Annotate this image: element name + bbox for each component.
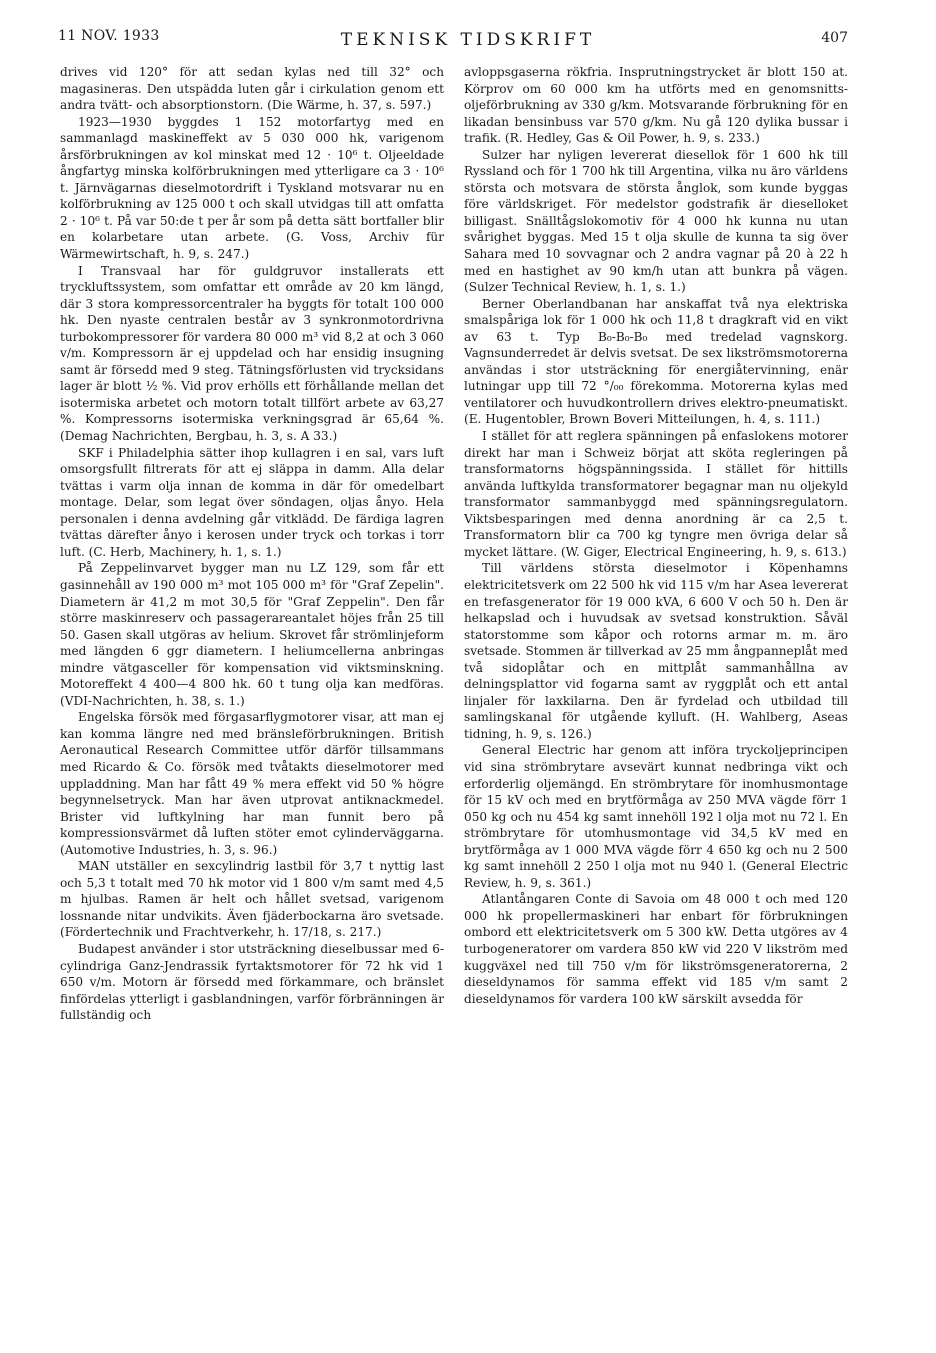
paragraph: SKF i Philadelphia sätter ihop kullagren i en sal, vars luft omsorgsfullt filtrerats för att ej släppa in damm. Alla delar tvättas i varm olja innan de komma in där för omedelbart montage. Delar, som legat över söndagen, oljas ånyo. Hela personalen i denna avdelning går vitklädd. De färdiga lagren tvättas därefter ånyo i kerosen under tryck och torkas i torr luft. (C. Herb, Machinery, h. 1, s. 1.) <box>60 445 444 559</box>
paragraph: På Zeppelinvarvet bygger man nu LZ 129, som får ett gasinnehåll av 190 000 m³ mot 105 000 m³ för "Graf Zepelin". Diametern är 41,2 m mot 30,5 för "Graf Zeppelin". Den får större maskinreserv och passagerareantalet höjes från 25 till 50. Gasen skall utgöras av helium. Skrovet får strömlinjeform med längden 6 ggr diametern. I heliumcellerna anbringas mindre vätgasceller för kompensation vid viktsminskning. Motoreffekt 4 400—4 800 hk. 60 t tung olja kan medföras. (VDI-Nachrichten, h. 38, s. 1.) <box>60 561 444 708</box>
paragraph: Till världens största dieselmotor i Köpenhamns elektricitetsverk om 22 500 hk vid 115 v/m har Asea levererat en trefasgenerator för 19 000 kVA, 6 600 V och 50 h. Den är helkapslad och i huvudsak av svetsad konstruktion. Såväl statorstomme som kåpor och rotorns armar m. m. äro svetsade. Stommen är tillverkad av 25 mm ångpanneplåt med två sidoplåtar och en mittplåt sammanhållna av delningsplattor vid fogarna samt av ryggplåt och ett antal linjaler för laxkilarna. Den är fyrdelad och utbildad till samlingskanal för utgående kylluft. (H. Wahlberg, Aseas tidning, h. 9, s. 126.) <box>464 561 848 741</box>
journal-title: TEKNISK TIDSKRIFT <box>340 30 596 50</box>
paragraph: Sulzer har nyligen levererat diesellok för 1 600 hk till Ryssland och för 1 700 hk till Argentina, vilka nu äro världens största och motsvara de största ånglok, som kunde byggas före världskriget. För medelstor godstrafik är dieselloket billigast. Snälltågslokomotiv för 4 000 hk kunna nu utan svårighet byggas. Med 15 t olja skulle de kunna ta sig över Sahara med 10 sovvagnar och 2 andra vagnar på 20 à 22 h med en hastighet av 90 km/h utan att bunkra på vägen. (Sulzer Technical Review, h. 1, s. 1.) <box>464 147 848 295</box>
paragraph: I Transvaal har för guldgruvor installerats ett tryckluftssystem, som omfattar ett område av 20 km längd, där 3 stora kompressorcentraler ha byggts för totalt 100 000 hk. Den nyaste centralen består av 3 synkronmotordrivna turbokompressorer för vardera 80 000 m³ vid 8,2 at och 3 060 v/m. Kompressorn är ej uppdelad och har ensidig insugning samt är försedd med 9 steg. Tätningsförlusten vid trycksidans lager är blott ½ %. Vid prov erhölls ett förhållande mellan det isotermiska arbetet och motorn totalt tillfört arbete av 63,27 %. Kompressorns isotermiska verkningsgrad är 65,64 %. (Demag Nachrichten, Bergbau, h. 3, s. A 33.) <box>60 263 444 444</box>
paragraph: Atlantångaren Conte di Savoia om 48 000 t och med 120 000 hk propellermaskineri har enbart för förbrukningen ombord ett elektricitetsverk om 5 300 kW. Detta utgöres av 4 turbogeneratorer om vardera 850 kW vid 220 V likström med kuggväxel ned till 750 v/m för likströmsgeneratorerna, 2 dieseldynamos för samma effekt vid 185 v/m samt 2 dieseldynamos för vardera 100 kW särskilt avsedda för <box>464 892 848 1006</box>
paragraph: 1923—1930 byggdes 1 152 motorfartyg med en sammanlagd maskineffekt av 5 030 000 hk, varigenom årsförbrukningen av kol minskat med 12 · 10⁶ t. Oljeeldade ångfartyg minska kolförbrukningen med ytterligare ca 3 · 10⁶ t. Järnvägarnas dieselmotordrift i Tyskland motsvarar nu en kolförbrukning av 125 000 t och skall utvidgas till att omfatta 2 · 10⁶ t. På var 50:de t per år som på detta sätt bortfaller blir en kolarbetare utan arbete. (G. Voss, Archiv für Wärmewirtschaft, h. 9, s. 247.) <box>60 114 444 262</box>
paragraph: I stället för att reglera spänningen på enfaslokens motorer direkt har man i Schweiz börjat att sköta regleringen på transformatorns högspänningssida. I stället för hittills använda luftkylda transformatorer begagnar man nu oljekyld transformator sammanbyggd med spänningsregulatorn. Viktsbesparingen med denna anordning är ca 2,5 t. Transformatorn blir ca 700 kg tyngre men övriga delar så mycket lättare. (W. Giger, Electrical Engineering, h. 9, s. 613.) <box>464 429 848 559</box>
paragraph: Budapest använder i stor utsträckning dieselbussar med 6-cylindriga Ganz-Jendrassik fyrtaktsmotorer för 72 hk vid 1 650 v/m. Motorn är försedd med förkammare, och bränslet finfördelas ytterligt i gasblandningen, varför förbränningen är fullständig och <box>60 941 444 1023</box>
paragraph: drives vid 120° för att sedan kylas ned till 32° och magasineras. Den utspädda luten går i cirkulation genom ett andra tvätt- och absorptionstorn. (Die Wärme, h. 37, s. 597.) <box>60 65 444 113</box>
issue-date: 11 NOV. 1933 <box>58 28 160 44</box>
paragraph: General Electric har genom att införa tryckoljeprincipen vid sina strömbrytare avsevärt kunnat nedbringa vikt och erforderlig oljemängd. En strömbrytare för inomhusmontage för 15 kV och med en brytförmåga av 250 MVA vägde förr 1 050 kg och nu 454 kg samt innehöll 192 l olja mot nu 72 l. En strömbrytare för utomhusmontage vid 34,5 kV med en brytförmåga av 1 000 MVA vägde förr 4 650 kg och nu 2 500 kg samt innehöll 2 250 l olja mot nu 940 l. (General Electric Review, h. 9, s. 361.) <box>464 743 848 890</box>
paragraph: Engelska försök med förgasarflygmotorer visar, att man ej kan komma längre ned med bränsleförbrukningen. British Aeronautical Research Committee utför därför tillsammans med Ricardo & Co. försök med tvåtakts dieselmotorer med uppladdning. Man har fått 49 % mera effekt vid 50 % högre begynnelsetryck. Man har även utprovat antiknackmedel. Brister vid luftkylning har man funnit bero på kompressionsvärmet då luften stöter emot cylinderväggarna. (Automotive Industries, h. 3, s. 96.) <box>60 710 444 857</box>
left-column <box>60 64 444 1024</box>
page-number: 407 <box>821 30 848 46</box>
right-column <box>464 64 848 1007</box>
page-header <box>0 28 936 54</box>
paragraph: Berner Oberlandbanan har anskaffat två nya elektriska smalspåriga lok för 1 000 hk och 11,8 t dragkraft vid en vikt av 63 t. Typ B₀-B₀-B₀ med tredelad vagnskorg. Vagnsunderredet är delvis svetsat. De sex likströmsmotorerna användas i stor utsträckning för energiåtervinning, enär lutningar upp till 72 °/₀₀ förekomma. Motorerna kylas med ventilatorer och huvudkontrollern drives elektro-pneumatiskt. (E. Hugentobler, Brown Boveri Mitteilungen, h. 4, s. 111.) <box>464 296 848 427</box>
paragraph: MAN utställer en sexcylindrig lastbil för 3,7 t nyttig last och 5,3 t totalt med 70 hk motor vid 1 800 v/m samt med 4,5 m hjulbas. Ramen är helt och hållet svetsad, varigenom lossnande nitar undvikits. Även fjäderbockarna äro svetsade. (Fördertechnik und Frachtverkehr, h. 17/18, s. 217.) <box>60 859 444 940</box>
paragraph: avloppsgaserna rökfria. Insprutningstrycket är blott 150 at. Körprov om 60 000 km ha utförts med en genomsnitts-oljeförbrukning av 330 g/km. Motsvarande förbrukning för en likadan bensinbuss var 570 g/km. Nu gå 120 dylika bussar i trafik. (R. Hedley, Gas & Oil Power, h. 9, s. 233.) <box>464 65 848 146</box>
